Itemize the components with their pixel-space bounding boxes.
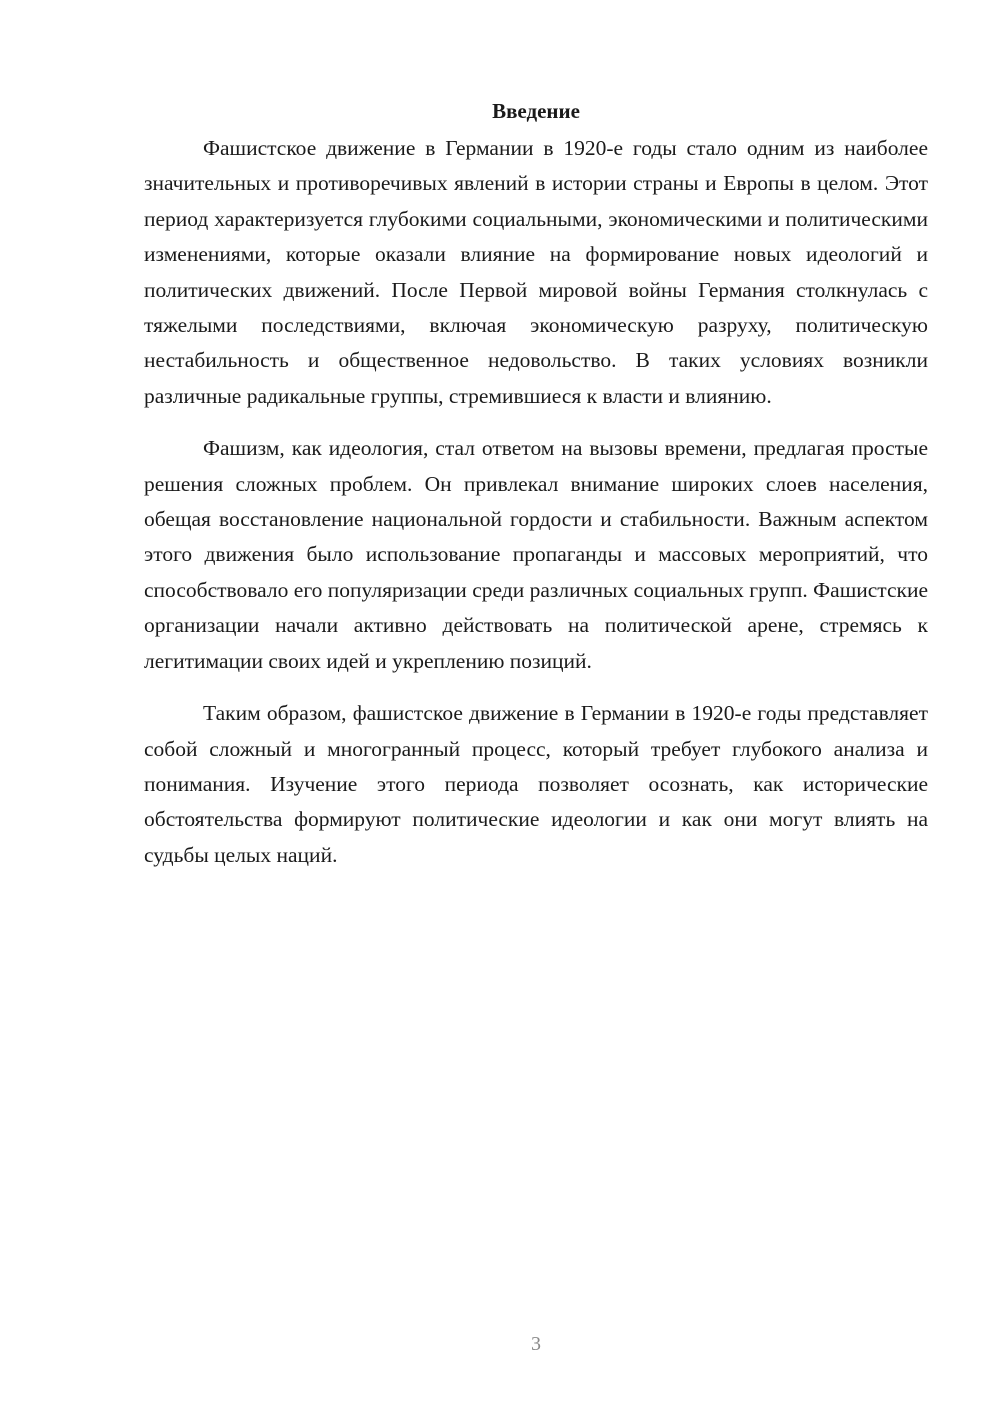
- paragraph-1: Фашистское движение в Германии в 1920-е годы стало одним из наиболее значительных и противоречивых явлений в истории страны и Европы в целом. Этот период характеризуется глубокими социальными, экономическими и политическими изменениями, которые оказали влияние на формирование новых идеологий и политических движений. После Первой мировой войны Германия столкнулась с тяжелыми последствиями, включая экономическую разруху, политическую нестабильность и общественное недовольство. В таких условиях возникли различные радикальные группы, стремившиеся к власти и влиянию.: [144, 136, 928, 408]
- section-title: Введение: [492, 99, 580, 123]
- paragraph-2: Фашизм, как идеология, стал ответом на вызовы времени, предлагая простые решения сложных проблем. Он привлекал внимание широких слоев населения, обещая восстановление национальной гордости и стабильности. Важным аспектом этого движения было использование пропаганды и массовых мероприятий, что способствовало его популяризации среди различных социальных групп. Фашистские организации начали активно действовать на политической арене, стремясь к легитимации своих идей и укреплению позиций.: [144, 436, 928, 673]
- page-content: [144, 96, 928, 890]
- page-number: 3: [531, 1333, 541, 1355]
- paragraph-3: Таким образом, фашистское движение в Германии в 1920-е годы представляет собой сложный и многогранный процесс, который требует глубокого анализа и понимания. Изучение этого периода позволяет осознать, как исторические обстоятельства формируют политические идеологии и как они могут влиять на судьбы целых наций.: [144, 701, 928, 867]
